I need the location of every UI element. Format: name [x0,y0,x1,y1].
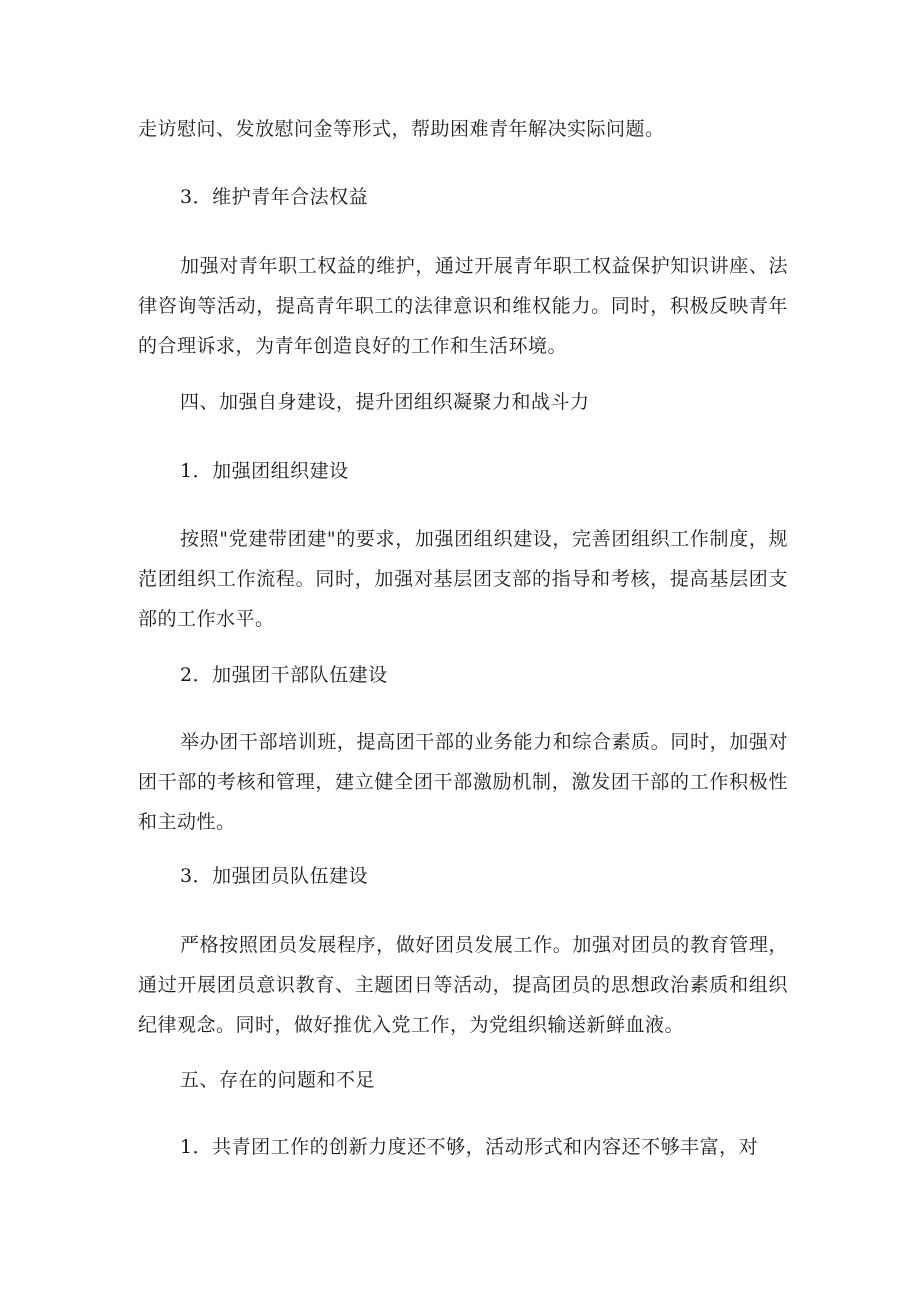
paragraph-org-building: 按照"党建带团建"的要求，加强团组织建设，完善团组织工作制度，规范团组织工作流程。同时，加强对基层团支部的指导和考核，提高基层团支部的工作水平。 [138,528,788,630]
subheading-org-building: 1．加强团组织建设 [180,460,349,482]
subheading-cadre: 2．加强团干部队伍建设 [180,664,388,686]
paragraph-rights: 加强对青年职工权益的维护，通过开展青年职工权益保护知识讲座、法律咨询等活动，提高青年职工的法律意识和维权能力。同时，积极反映青年的合理诉求，为青年创造良好的工作和生活环境。 [138,255,788,357]
paragraph-problems-start: 1．共青团工作的创新力度还不够，活动形式和内容还不够丰富，对 [180,1136,759,1158]
paragraph-continuation: 走访慰问、发放慰问金等形式，帮助困难青年解决实际问题。 [138,118,665,140]
section-heading-four: 四、加强自身建设，提升团组织凝聚力和战斗力 [180,391,590,413]
paragraph-cadre: 举办团干部培训班，提高团干部的业务能力和综合素质。同时，加强对团干部的考核和管理，建立健全团干部激励机制，激发团干部的工作积极性和主动性。 [138,731,788,833]
subheading-protect-rights: 3．维护青年合法权益 [180,186,369,208]
subheading-member: 3．加强团员队伍建设 [180,865,369,887]
paragraph-member: 严格按照团员发展程序，做好团员发展工作。加强对团员的教育管理，通过开展团员意识教育、主题团日等活动，提高团员的思想政治素质和组织纪律观念。同时，做好推优入党工作，为党组织输送新鲜血液。 [138,934,788,1036]
section-heading-five: 五、存在的问题和不足 [180,1069,376,1091]
